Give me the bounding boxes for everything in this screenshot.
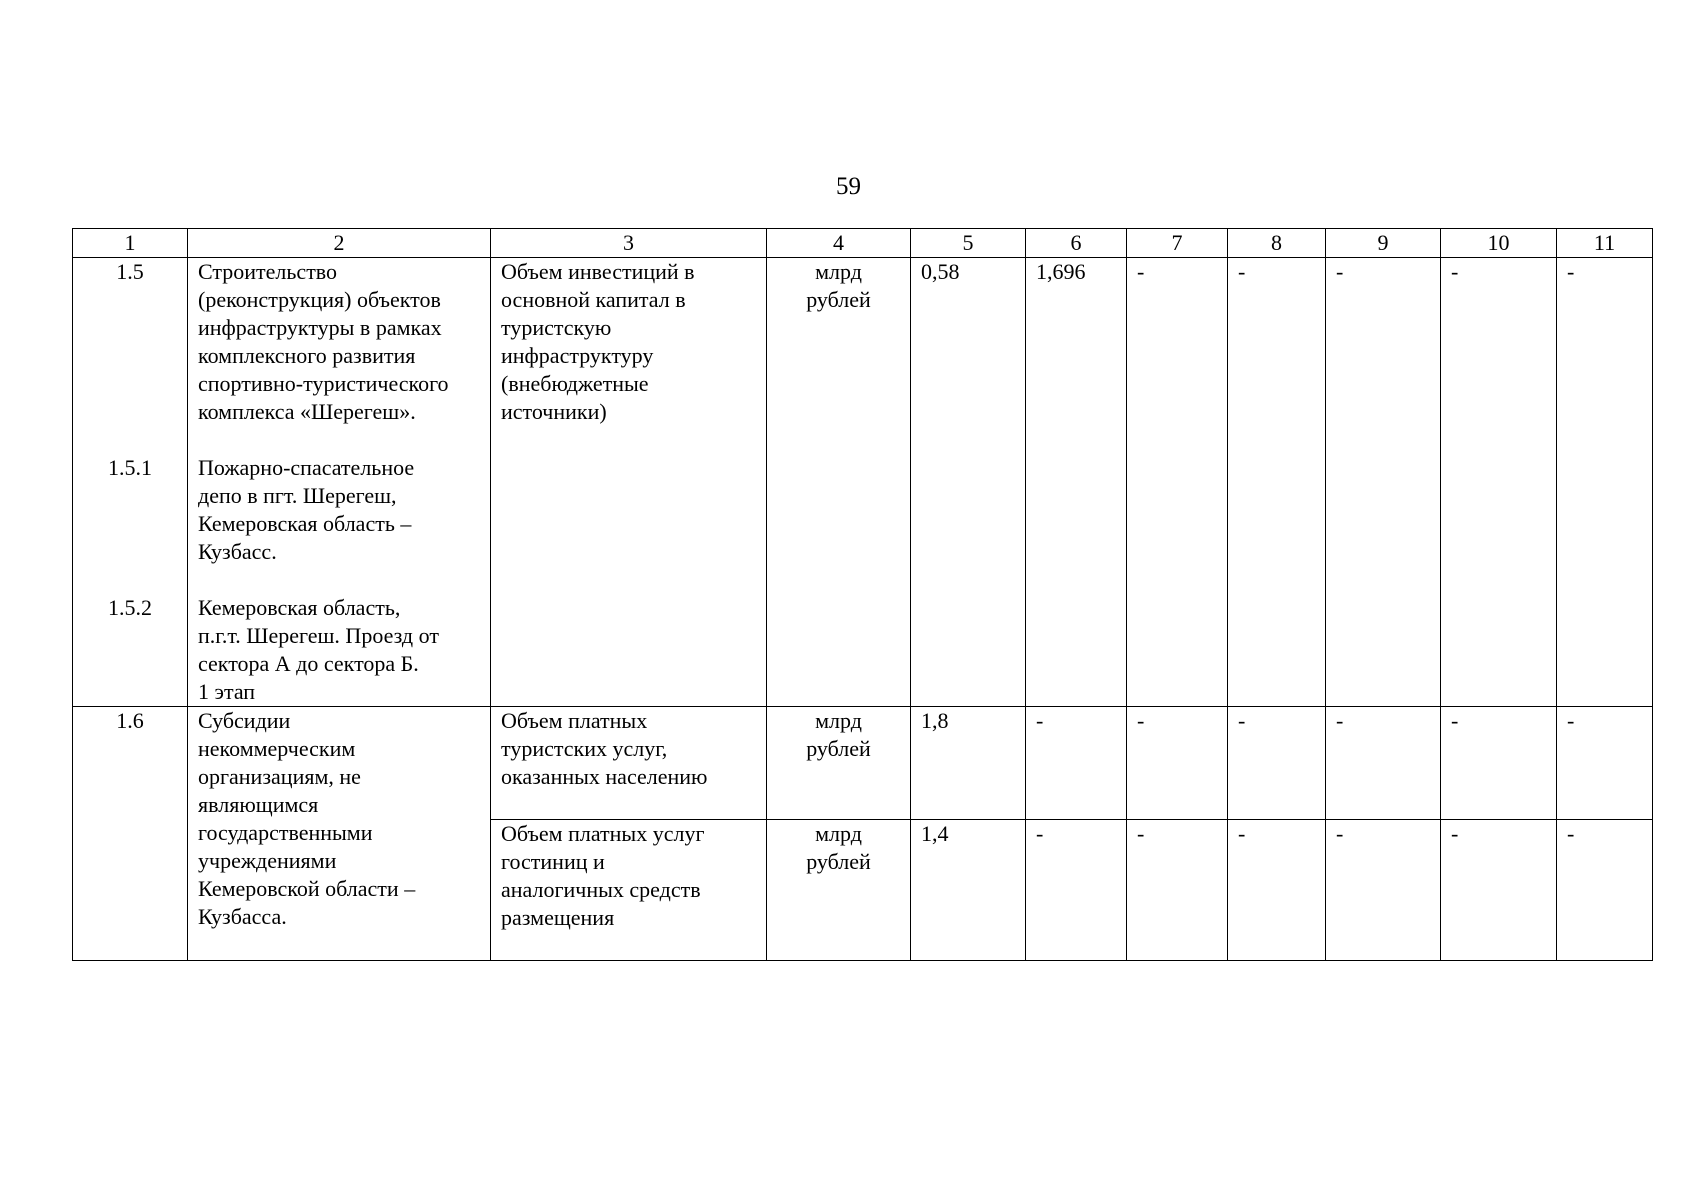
value-cell: - xyxy=(1326,707,1441,820)
unit-cell xyxy=(767,258,911,707)
text-line: Строительство xyxy=(198,259,338,284)
value-cell: 1,696 xyxy=(1026,258,1127,707)
text-line: рублей xyxy=(806,736,871,761)
value-cell: - xyxy=(1441,820,1557,961)
header-cell: 8 xyxy=(1228,229,1326,258)
text-line: туристскую xyxy=(501,315,612,340)
text-line: оказанных населению xyxy=(501,764,708,789)
text-line: аналогичных средств xyxy=(501,877,701,902)
text-line: инфраструктуры в рамках xyxy=(198,315,442,340)
text-line: размещения xyxy=(501,905,615,930)
value-cell: - xyxy=(1026,820,1127,961)
text-line: Субсидии xyxy=(198,708,291,733)
text-line: некоммерческим xyxy=(198,736,356,761)
text-line: (внебюджетные xyxy=(501,371,649,396)
text-line: гостиниц и xyxy=(501,849,605,874)
value-cell: - xyxy=(1228,820,1326,961)
text-line: государственными xyxy=(198,820,373,845)
text-line: учреждениями xyxy=(198,848,337,873)
value-cell: 0,58 xyxy=(911,258,1026,707)
sub-row-number: 1.5.2 xyxy=(108,595,152,620)
value-cell: - xyxy=(1326,258,1441,707)
text-line: комплекса «Шерегеш». xyxy=(198,399,416,424)
value-cell: - xyxy=(1228,707,1326,820)
row-number: 1.5 xyxy=(116,259,144,284)
measure-name-cell xyxy=(188,707,491,961)
text-line: Объем платных услуг xyxy=(501,821,705,846)
header-cell: 7 xyxy=(1127,229,1228,258)
table-row xyxy=(73,707,1653,820)
value-cell: - xyxy=(1557,820,1653,961)
header-cell: 9 xyxy=(1326,229,1441,258)
unit-cell xyxy=(767,820,911,961)
value-cell: - xyxy=(1557,707,1653,820)
text-line: источники) xyxy=(501,399,607,424)
value-cell: - xyxy=(1228,258,1326,707)
text-line: рублей xyxy=(806,287,871,312)
value-cell: 1,4 xyxy=(911,820,1026,961)
sub-row-number: 1.5.1 xyxy=(108,455,152,480)
indicators-table xyxy=(72,228,1653,961)
header-cell: 3 xyxy=(491,229,767,258)
value-cell: - xyxy=(1441,258,1557,707)
measure-name-cell xyxy=(188,258,491,707)
text-line: Кузбасса. xyxy=(198,904,287,929)
header-row xyxy=(73,229,1653,258)
header-cell: 4 xyxy=(767,229,911,258)
text-line: Кемеровской области – xyxy=(198,876,416,901)
text-line: организациям, не xyxy=(198,764,361,789)
text-line: Пожарно-спасательное xyxy=(198,455,415,480)
text-line: комплексного развития xyxy=(198,343,416,368)
row-number: 1.6 xyxy=(116,708,144,733)
value-cell: - xyxy=(1127,707,1228,820)
text-line: являющимся xyxy=(198,792,319,817)
value-cell: - xyxy=(1326,820,1441,961)
text-line: спортивно-туристического xyxy=(198,371,449,396)
value-cell: - xyxy=(1441,707,1557,820)
text-line: туристских услуг, xyxy=(501,736,668,761)
header-cell: 2 xyxy=(188,229,491,258)
value-cell: - xyxy=(1026,707,1127,820)
unit-cell xyxy=(767,707,911,820)
row-number-cell xyxy=(73,258,188,707)
value-cell: 1,8 xyxy=(911,707,1026,820)
text-line: п.г.т. Шерегеш. Проезд от xyxy=(198,623,439,648)
text-line: млрд xyxy=(815,259,862,284)
header-cell: 10 xyxy=(1441,229,1557,258)
indicator-cell xyxy=(491,707,767,820)
header-cell: 5 xyxy=(911,229,1026,258)
text-line: инфраструктуру xyxy=(501,343,654,368)
text-line: Объем инвестиций в xyxy=(501,259,695,284)
text-line: (реконструкция) объектов xyxy=(198,287,441,312)
text-line: млрд xyxy=(815,708,862,733)
text-line: Кемеровская область – xyxy=(198,511,412,536)
text-line: основной капитал в xyxy=(501,287,686,312)
indicator-cell xyxy=(491,258,767,707)
text-line: рублей xyxy=(806,849,871,874)
row-number-cell xyxy=(73,707,188,961)
table-row xyxy=(73,258,1653,707)
header-cell: 1 xyxy=(73,229,188,258)
text-line: млрд xyxy=(815,821,862,846)
header-cell: 6 xyxy=(1026,229,1127,258)
text-line: Объем платных xyxy=(501,708,648,733)
value-cell: - xyxy=(1127,258,1228,707)
value-cell: - xyxy=(1127,820,1228,961)
indicator-cell xyxy=(491,820,767,961)
text-line: Кузбасс. xyxy=(198,539,277,564)
text-line: депо в пгт. Шерегеш, xyxy=(198,483,397,508)
page-number: 59 xyxy=(836,173,861,200)
header-cell: 11 xyxy=(1557,229,1653,258)
text-line: 1 этап xyxy=(198,679,256,704)
text-line: Кемеровская область, xyxy=(198,595,401,620)
text-line: сектора А до сектора Б. xyxy=(198,651,419,676)
value-cell: - xyxy=(1557,258,1653,707)
